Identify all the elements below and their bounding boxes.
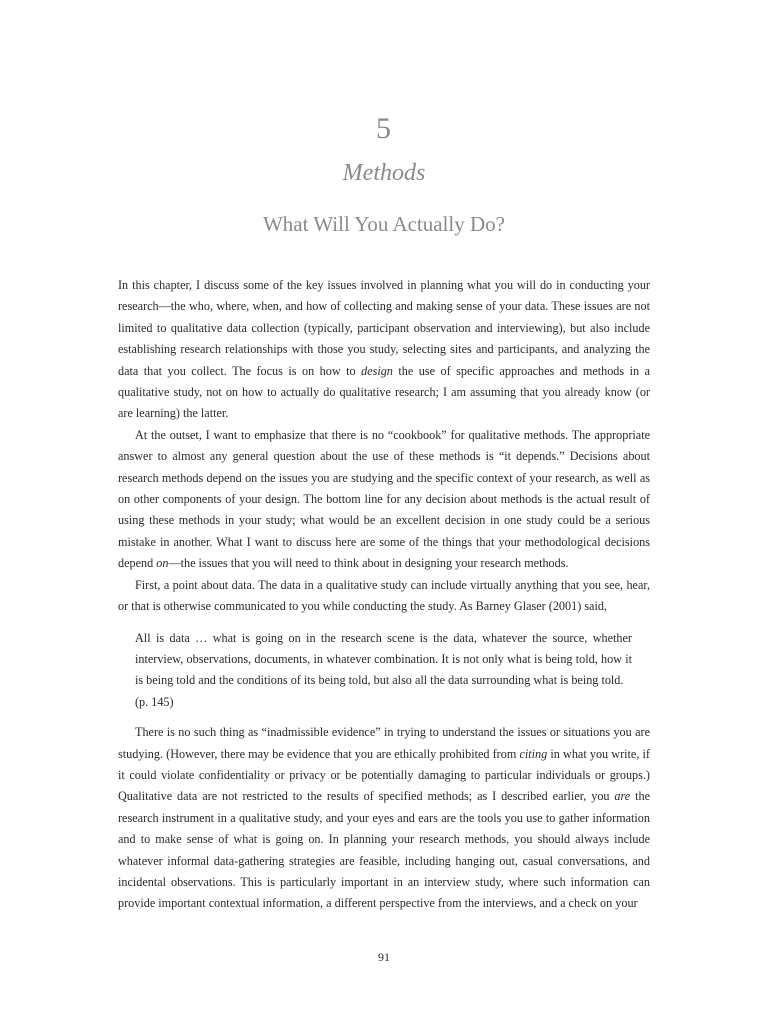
body-text xyxy=(118,275,650,915)
emphasis-are: are xyxy=(614,789,631,804)
paragraph-outset xyxy=(118,425,650,575)
chapter-title: Methods xyxy=(342,160,426,186)
paragraph-text: —the issues that you will need to think about in designing your research methods. xyxy=(168,556,569,571)
paragraph-data: First, a point about data. The data in a qualitative study can include virtually anything that you see, hear, or that is otherwise communicated to you while conducting the study. As Barney Glaser (2001) said, xyxy=(118,577,650,614)
page-number: 91 xyxy=(378,950,390,964)
block-quote xyxy=(135,628,632,714)
paragraph-text: There is no such thing as “inadmissible evidence” in trying to understand the issues or situations you are studying. (However, there may be evidence that you are ethically prohibited from xyxy=(118,725,650,761)
paragraph-evidence xyxy=(118,722,650,915)
paragraph-text: the use of specific approaches and methods in a qualitative study, not on how to actually do qualitative research; I am assuming that you already know (or are learning) the latter. xyxy=(118,363,650,421)
chapter-subtitle: What Will You Actually Do? xyxy=(262,212,505,236)
paragraph-intro xyxy=(118,275,650,425)
emphasis-on: on xyxy=(156,556,169,571)
paragraph-text: At the outset, I want to emphasize that there is no “cookbook” for qualitative methods. The appropriate answer to almost any general question about the use of these methods is “it depends.” Decisions about research methods depend on the issues you are studying and the specific context of your research, as well as on other components of your design. The bottom line for any decision about methods is the actual result of using these methods in your study; what would be an excellent decision in one study could be a serious mistake in another. What I want to discuss here are some of the things that your methodological decisions depend xyxy=(118,427,650,571)
quote-text: All is data … what is going on in the research scene is the data, whatever the source, whether interview, observations, documents, in whatever combination. It is not only what is being told, how it is being told and the conditions of its being told, but also all the data surrounding what is being told. xyxy=(135,630,632,688)
paragraph-text: the research instrument in a qualitative study, and your eyes and ears are the tools you use to gather information and to make sense of what is going on. In planning your research methods, you should always include whatever informal data-gathering strategies are feasible, including hanging out, casual conversations, and incidental observations. This is particularly important in an interview study, where such information can provide important contextual information, a different perspective from the interviews, and a check on your xyxy=(118,789,651,911)
paragraph-text: In this chapter, I discuss some of the key issues involved in planning what you will do in conducting your research—the who, where, when, and how of collecting and making sense of your data. These issues are not limited to qualitative data collection (typically, participant observation and interviewing), but also include establishing research relationships with those you study, selecting sites and participants, and analyzing the data that you collect. The focus is on how to xyxy=(118,278,650,378)
paragraph-text: in what you write, if it could violate confidentiality or privacy or be potentially damaging to particular individuals or groups.) Qualitative data are not restricted to the results of specified methods; as I described earlier, you xyxy=(118,746,650,804)
chapter-number: 5 xyxy=(376,112,392,145)
emphasis-citing: citing xyxy=(519,746,548,761)
emphasis-design: design xyxy=(361,363,393,378)
quote-citation: (p. 145) xyxy=(135,694,174,709)
